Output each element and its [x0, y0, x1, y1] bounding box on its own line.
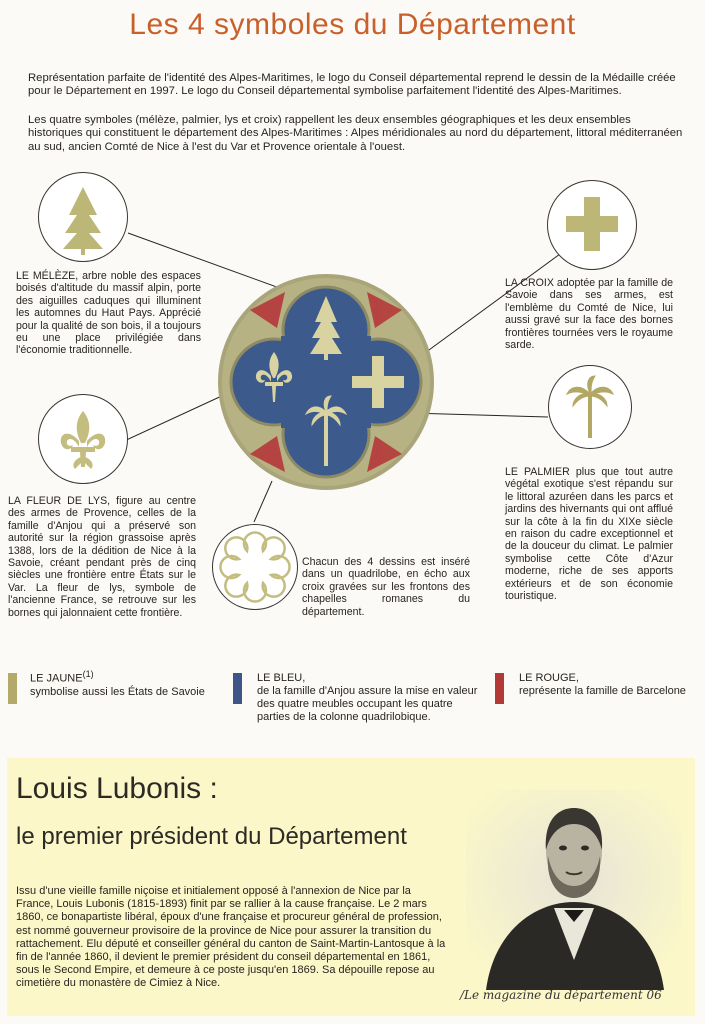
palmier-description: [505, 466, 673, 602]
croix-name: LA CROIX: [505, 277, 554, 289]
palmier-text: plus que tout autre végétal exotique s'est répandu sur le littoral azuréen dans les parcs et jardins des hivernants qui ont afflué sur la côte à la fin du XIXe siècle en raison du cadre exceptionnel et de la douceur du climat. Le palmier symbolise cette Côte d'Azur moderne, riche de ses apports extérieurs et de son économie touristique.: [505, 466, 673, 603]
intro-paragraph-2: Les quatre symboles (mélèze, palmier, lys et croix) rappellent les deux ensembles géographiques et les deux ensembles historiques qui constituent le département des Alpes-Maritimes : Alpes méridionales au nord du département, littoral méditerranéen au sud, ancien Comté de Nice à l'est du Var et Provence orientale à l'ouest.: [28, 114, 683, 153]
quadrilobe-description: Chacun des 4 dessins est inséré dans un quadrilobe, en écho aux croix gravées sur les frontons des chapelles romanes du département.: [302, 556, 470, 618]
source-caption: /Le magazine du département 06: [460, 988, 662, 1002]
legend-blue-label: LE BLEU,: [257, 672, 306, 684]
legend-swatch-yellow: [8, 673, 17, 704]
croix-description: [505, 277, 673, 351]
quadrilobe-circle: [212, 524, 298, 610]
legend-blue-text: de la famille d'Anjou assure la mise en valeur des quatre meubles occupant les quatre parties de la colonne quadrilobique.: [257, 685, 478, 723]
intro-paragraph-1: Représentation parfaite de l'identité des Alpes-Maritimes, le logo du Conseil départemental reprend le dessin de la Médaille créée pour le Département en 1997. Le logo du Conseil départemental symbolise parfaitement l'identité des Alpes-Maritimes.: [28, 72, 676, 98]
lubonis-portrait: [466, 790, 681, 990]
palmier-circle: [548, 365, 632, 449]
croix-text: adoptée par la famille de Savoie dans ses armes, est l'emblème du Comté de Nice, lui aussi gravé sur la face des bornes frontières tournées vers le royaume sarde.: [505, 277, 673, 352]
lubonis-biography: Issu d'une vieille famille niçoise et initialement opposé à l'annexion de Nice par la France, Louis Lubonis (1815-1893) finit par se rallier à la cause française. Le 2 mars 1860, ce bonapartiste libéral, époux d'une française et procureur général de profession, est nommé gouverneur provisoire de la province de Nice pour assurer la transition du rattachement. Elu député et conseiller général du canton de Saint-Martin-Lantosque à la fin de l'année 1860, il devient le premier président du conseil départemental en 1861, sous le Second Empire, et demeure à ce poste jusqu'en 1869. Sa dépouille repose au cimetière du monastère de Cimiez à Nice.: [16, 885, 446, 990]
legend-red: [519, 672, 703, 698]
meleze-text: arbre noble des espaces boisés d'altitude du massif alpin, porte des aiguilles caduques qui illuminent les automnes du Haut Pays. Apprécié pour la qualité de son bois, il a toujours eu une place privilégiée dans l'économie traditionnelle.: [16, 270, 201, 357]
legend-red-label: LE ROUGE,: [519, 672, 579, 684]
legend-yellow-note: (1): [82, 669, 94, 679]
fleur-de-lys-icon: [39, 395, 127, 483]
quadrilobe-icon: [213, 525, 297, 609]
croix-circle: [547, 180, 637, 270]
lys-description: [8, 495, 196, 619]
cross-icon: [548, 181, 636, 269]
larch-tree-icon: [39, 173, 127, 261]
lys-circle: [38, 394, 128, 484]
page-title: Les 4 symboles du Département: [129, 8, 576, 41]
legend-yellow: [30, 668, 220, 699]
legend-swatch-blue: [233, 673, 242, 704]
meleze-circle: [38, 172, 128, 262]
meleze-name: LE MÉLÈZE,: [16, 270, 79, 282]
palm-tree-icon: [549, 366, 631, 448]
lys-text: figure au centre des armes de Provence, celles de la famille d'Anjou qui a préservé son autorité sur la région grassoise après 1388, lors de la dédition de Nice à la Savoie, créant pendant près de cinq siècles une frontière entre États sur le Var. La fleur de lys, symbole de l'ancienne France, se retrouve sur les bornes qui jalonnaient cette frontière.: [8, 495, 196, 619]
palmier-name: LE PALMIER: [505, 466, 570, 478]
meleze-description: [16, 270, 201, 357]
legend-blue: [257, 672, 487, 724]
legend-yellow-label: LE JAUNE: [30, 672, 83, 685]
departement-medal-logo: [215, 272, 437, 492]
legend-yellow-text: symbolise aussi les États de Savoie: [30, 685, 205, 698]
lubonis-subtitle: le premier président du Département: [16, 823, 407, 850]
legend-red-text: représente la famille de Barcelone: [519, 685, 686, 697]
lubonis-title: Louis Lubonis :: [16, 772, 218, 805]
legend-swatch-red: [495, 673, 504, 704]
lys-name: LA FLEUR DE LYS,: [8, 495, 111, 507]
